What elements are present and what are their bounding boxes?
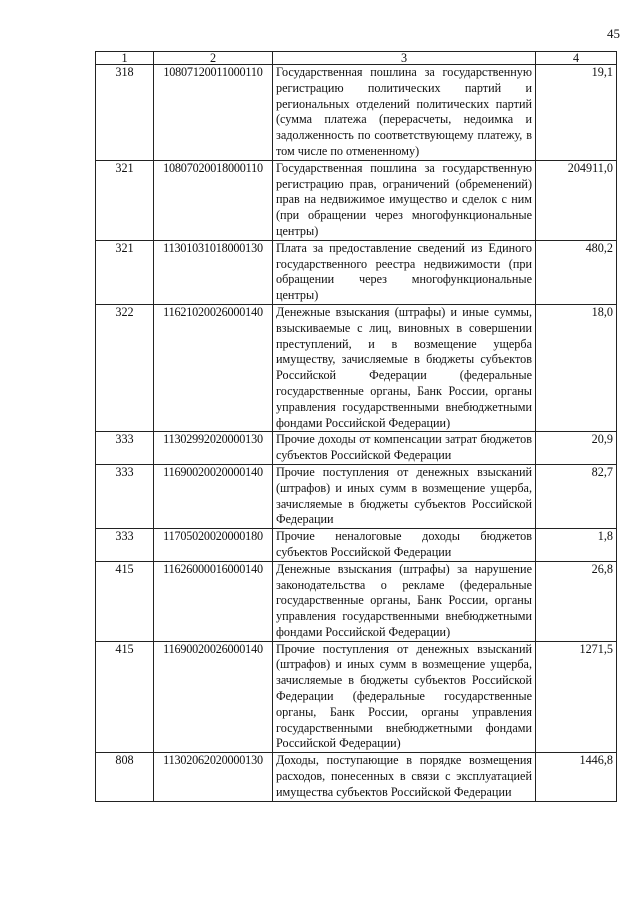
description-cell: Денежные взыскания (штрафы) за нарушение законодательства о рекламе (федеральные государственные органы, Банк России, органы управления государственными внебюджетными фондами Российской Федерации) bbox=[273, 561, 536, 641]
table-row bbox=[96, 432, 617, 465]
kbk-code-cell: 11621020026000140 bbox=[154, 304, 273, 431]
table-row bbox=[96, 304, 617, 431]
table-row bbox=[96, 561, 617, 641]
amount-cell: 1446,8 bbox=[536, 753, 617, 801]
admin-code-cell: 322 bbox=[96, 304, 154, 431]
admin-code-cell: 333 bbox=[96, 432, 154, 465]
kbk-code-cell: 11705020020000180 bbox=[154, 529, 273, 562]
description-cell: Государственная пошлина за государственную регистрацию прав, ограничений (обременений) прав на недвижимое имущество и сделок с ним (при обращении через многофункциональные центры) bbox=[273, 160, 536, 240]
table-row bbox=[96, 240, 617, 304]
column-header: 1 bbox=[96, 52, 154, 65]
kbk-code-cell: 11626000016000140 bbox=[154, 561, 273, 641]
description-cell: Денежные взыскания (штрафы) и иные суммы, взыскиваемые с лиц, виновных в совершении преступлений, и в возмещение ущерба имуществу, зачисляемые в бюджеты субъектов Российской Федерации (федеральные государственные органы, Банк России, органы управления государственными внебюджетными фондами Российской Федерации) bbox=[273, 304, 536, 431]
kbk-code-cell: 10807020018000110 bbox=[154, 160, 273, 240]
table-row bbox=[96, 641, 617, 753]
kbk-code-cell: 11690020026000140 bbox=[154, 641, 273, 753]
admin-code-cell: 808 bbox=[96, 753, 154, 801]
page-number: 45 bbox=[607, 26, 620, 41]
description-cell: Доходы, поступающие в порядке возмещения расходов, понесенных в связи с эксплуатацией имущества субъектов Российской Федерации bbox=[273, 753, 536, 801]
kbk-code-cell: 11690020020000140 bbox=[154, 464, 273, 528]
amount-cell: 1271,5 bbox=[536, 641, 617, 753]
admin-code-cell: 321 bbox=[96, 160, 154, 240]
amount-cell: 19,1 bbox=[536, 65, 617, 161]
column-header: 2 bbox=[154, 52, 273, 65]
admin-code-cell: 415 bbox=[96, 641, 154, 753]
description-cell: Государственная пошлина за государственную регистрацию политических партий и региональных отделений политических партий (сумма платежа (перерасчеты, недоимка и задолженность по соответствующему платежу, в том числе по отмененному) bbox=[273, 65, 536, 161]
amount-cell: 82,7 bbox=[536, 464, 617, 528]
admin-code-cell: 333 bbox=[96, 529, 154, 562]
admin-code-cell: 333 bbox=[96, 464, 154, 528]
amount-cell: 20,9 bbox=[536, 432, 617, 465]
description-cell: Плата за предоставление сведений из Единого государственного реестра недвижимости (при обращении через многофункциональные центры) bbox=[273, 240, 536, 304]
amount-cell: 1,8 bbox=[536, 529, 617, 562]
revenue-table bbox=[95, 51, 617, 802]
amount-cell: 480,2 bbox=[536, 240, 617, 304]
amount-cell: 18,0 bbox=[536, 304, 617, 431]
kbk-code-cell: 11301031018000130 bbox=[154, 240, 273, 304]
column-header: 3 bbox=[273, 52, 536, 65]
admin-code-cell: 415 bbox=[96, 561, 154, 641]
table-row bbox=[96, 464, 617, 528]
description-cell: Прочие неналоговые доходы бюджетов субъектов Российской Федерации bbox=[273, 529, 536, 562]
column-header: 4 bbox=[536, 52, 617, 65]
admin-code-cell: 321 bbox=[96, 240, 154, 304]
amount-cell: 204911,0 bbox=[536, 160, 617, 240]
table-row bbox=[96, 65, 617, 161]
description-cell: Прочие поступления от денежных взысканий (штрафов) и иных сумм в возмещение ущерба, зачисляемые в бюджеты субъектов Российской Федерации (федеральные государственные органы, Банк России, органы управления государственными внебюджетными фондами Российской Федерации) bbox=[273, 641, 536, 753]
table-row bbox=[96, 753, 617, 801]
table-row bbox=[96, 160, 617, 240]
table-row bbox=[96, 529, 617, 562]
kbk-code-cell: 10807120011000110 bbox=[154, 65, 273, 161]
description-cell: Прочие доходы от компенсации затрат бюджетов субъектов Российской Федерации bbox=[273, 432, 536, 465]
table-header-row bbox=[96, 52, 617, 65]
kbk-code-cell: 11302992020000130 bbox=[154, 432, 273, 465]
admin-code-cell: 318 bbox=[96, 65, 154, 161]
description-cell: Прочие поступления от денежных взысканий (штрафов) и иных сумм в возмещение ущерба, зачисляемые в бюджеты субъектов Российской Федерации bbox=[273, 464, 536, 528]
kbk-code-cell: 11302062020000130 bbox=[154, 753, 273, 801]
amount-cell: 26,8 bbox=[536, 561, 617, 641]
